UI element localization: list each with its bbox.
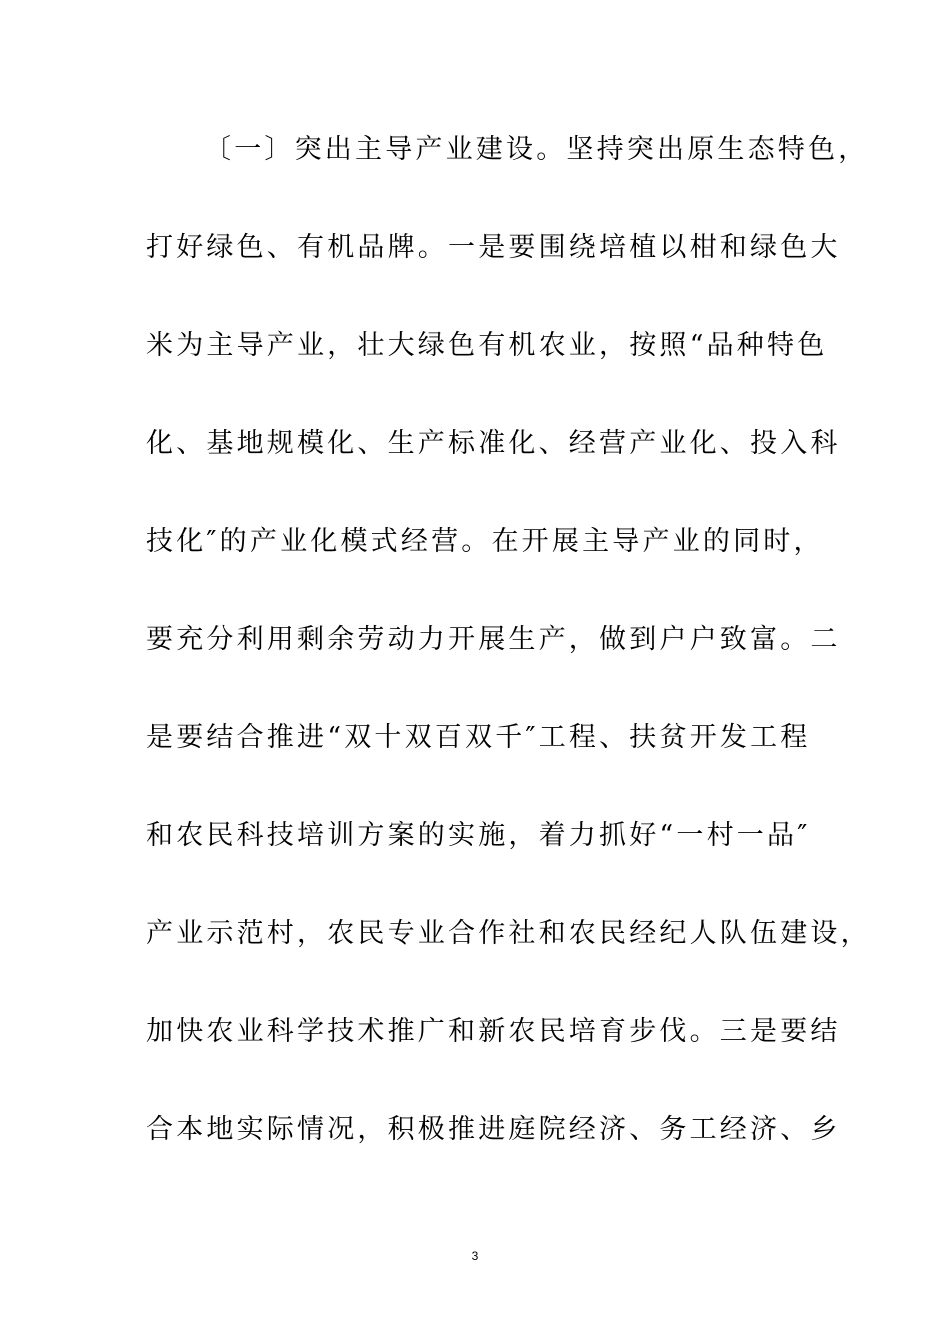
paragraph-line: 化、基地规模化、生产标准化、经营产业化、投入科: [146, 428, 841, 459]
paragraph-line: 打好绿色、有机品牌。一是要围绕培植以柑和绿色大: [146, 232, 841, 263]
paragraph-line: 加快农业科学技术推广和新农民培育步伐。三是要结: [146, 1016, 841, 1047]
paragraph-line: 产业示范村，农民专业合作社和农民经纪人队伍建设，: [146, 918, 871, 949]
paragraph-line: 要充分利用剩余劳动力开展生产，做到户户致富。二: [146, 624, 841, 655]
paragraph-line: 和农民科技培训方案的实施，着力抓好“一村一品″: [146, 820, 811, 851]
paragraph-line: 合本地实际情况，积极推进庭院经济、务工经济、乡: [146, 1114, 841, 1145]
paragraph-line: 〔一〕突出主导产业建设。坚持突出原生态特色，: [204, 134, 869, 165]
paragraph-line: 技化″的产业化模式经营。在开展主导产业的同时，: [146, 526, 824, 557]
paragraph-line: 是要结合推进“双十双百双千″工程、扶贫开发工程: [146, 722, 811, 753]
page-number: 3: [471, 1249, 479, 1263]
paragraph-line: 米为主导产业，壮大绿色有机农业，按照“品种特色: [146, 330, 828, 361]
